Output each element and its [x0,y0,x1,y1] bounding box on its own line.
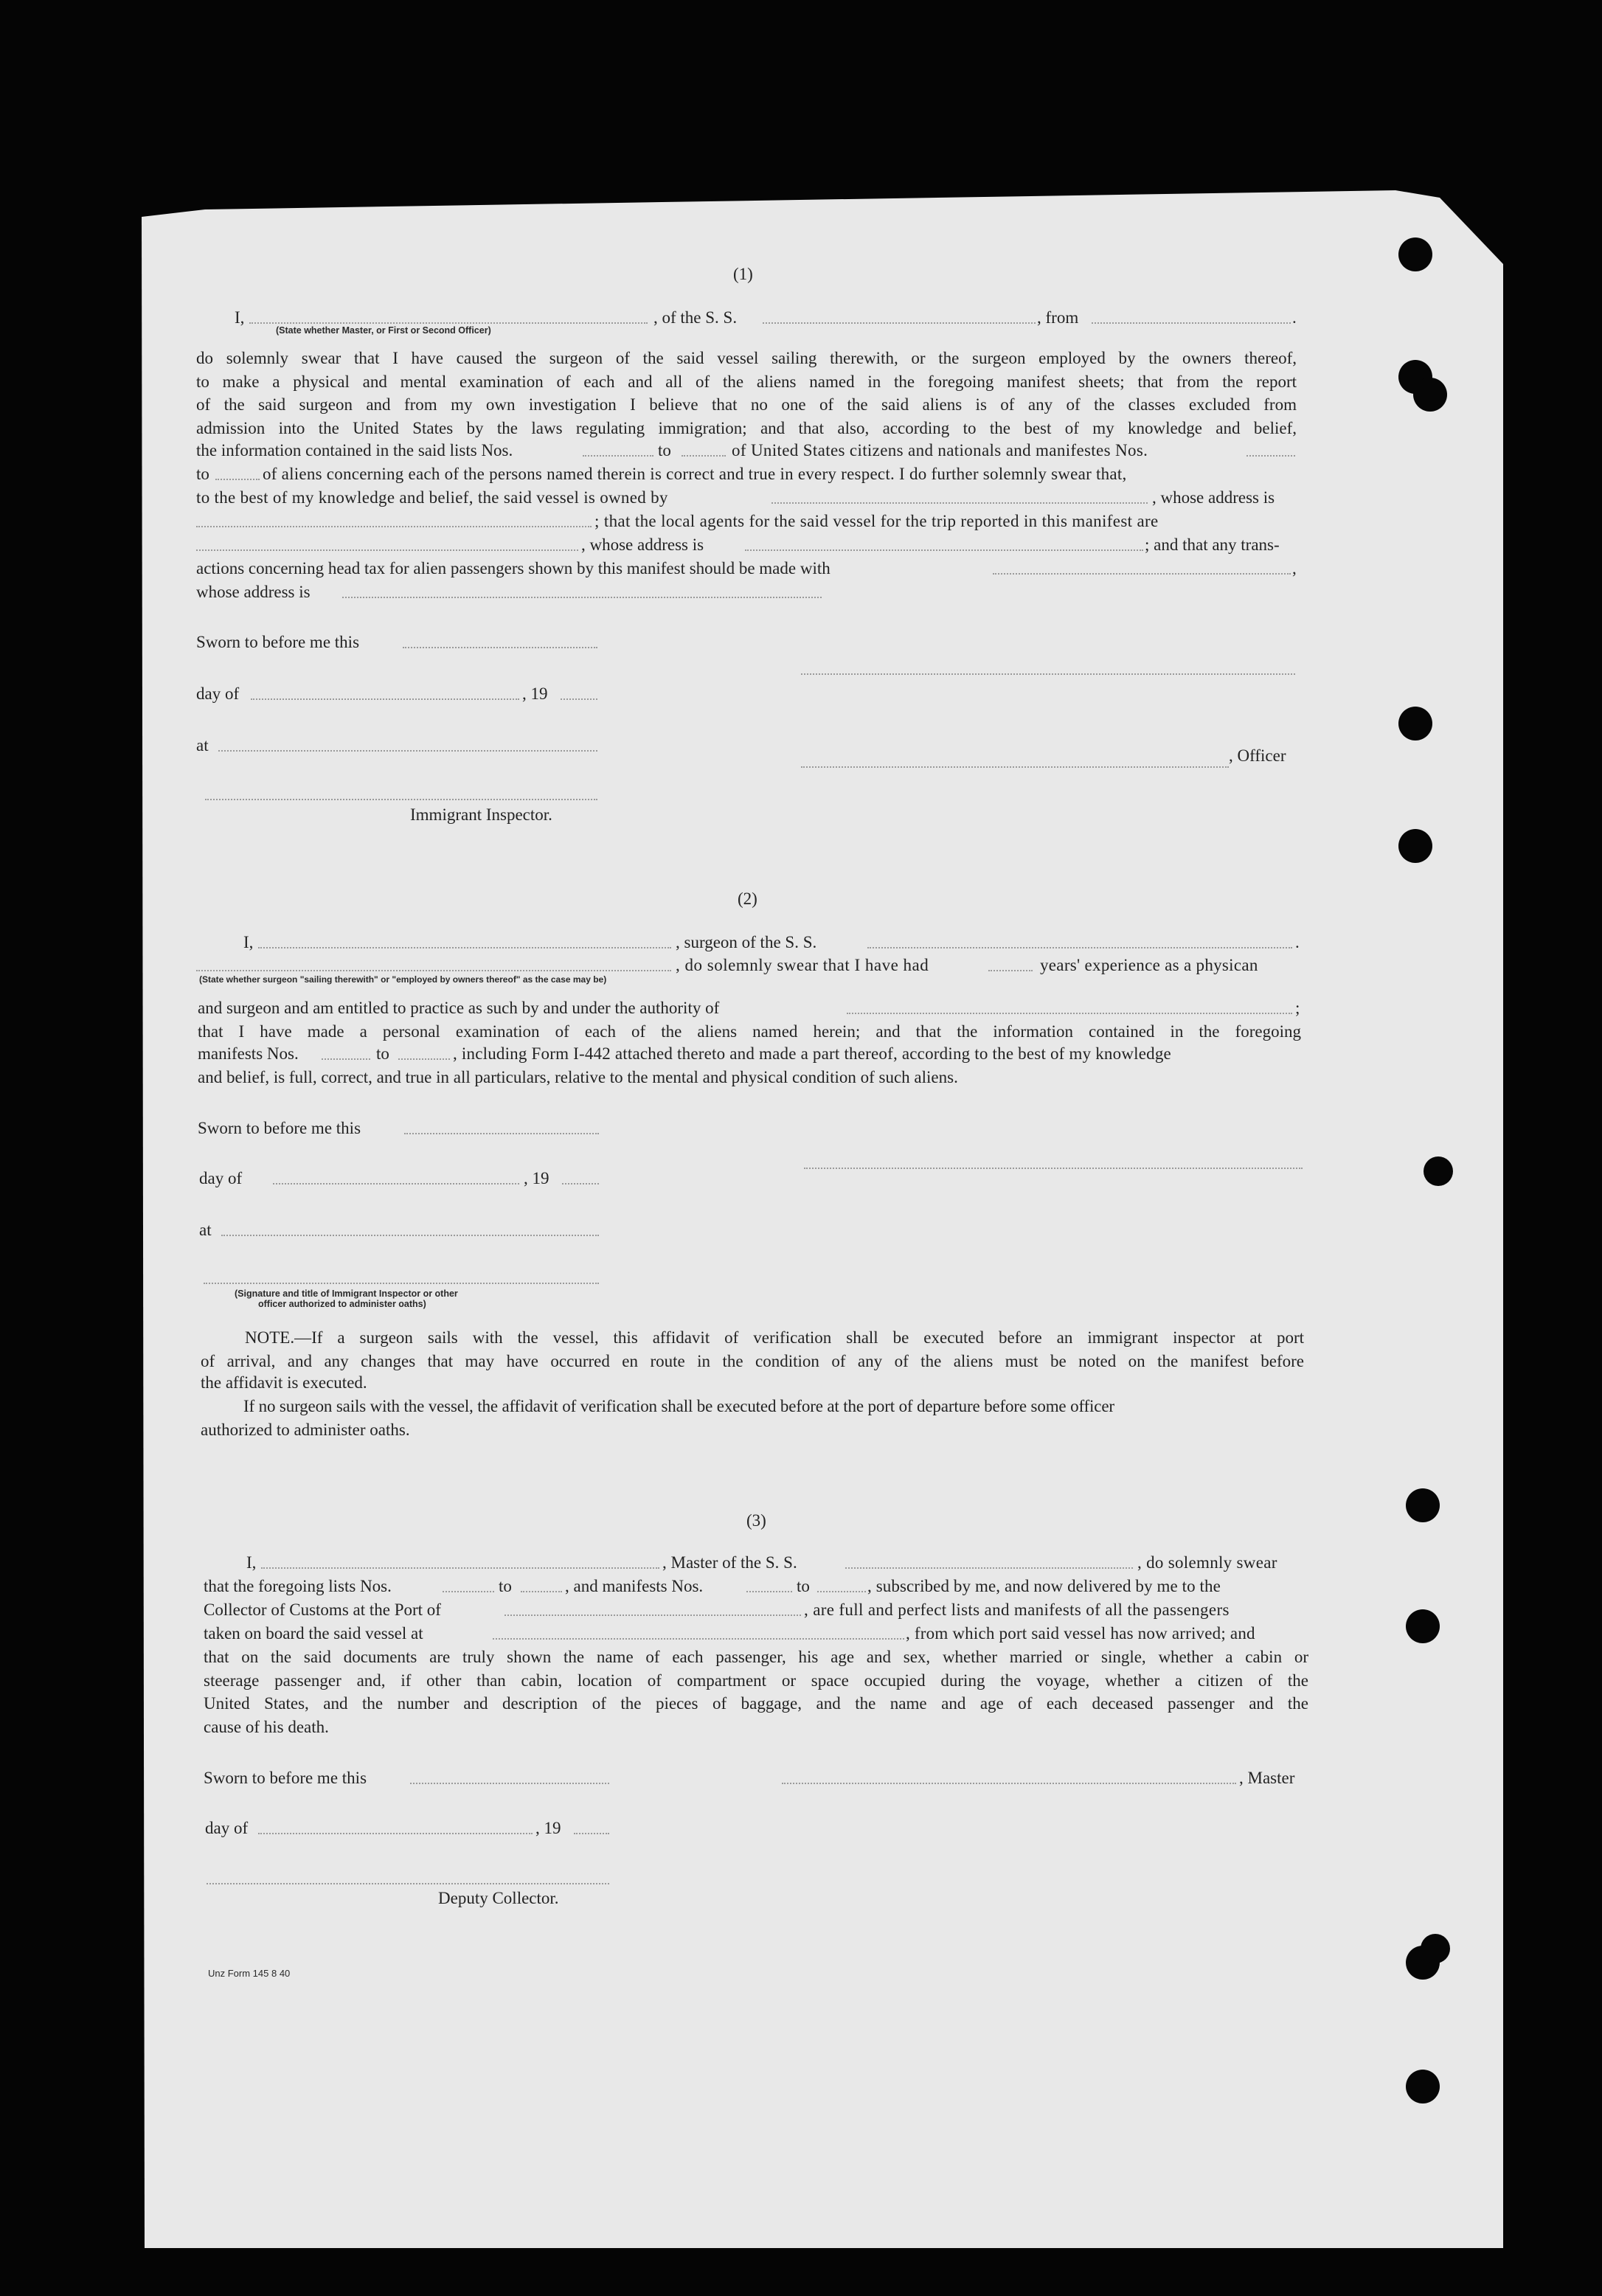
section-1-i: I, [235,308,245,327]
paragraph-line: steerage passenger and, if other than cabin, location of compartment or space occupied during the voyage, whether a citizen of the [204,1671,1308,1690]
note-line-1: NOTE.—If a surgeon sails with the vessel, this affidavit of verification shall be executed before an immigrant inspector at port [245,1328,1304,1347]
blank-line [218,750,597,752]
taken-on-board-text: taken on board the said vessel at [204,1624,423,1643]
years-experience-text: years' experience as a physican [1040,956,1258,974]
note-paragraph [201,1326,1304,1373]
head-tax-text: actions concerning head tax for alien passengers shown by this manifest should be made with [196,559,831,578]
form-i442-text: , including Form I-442 attached thereto and made a part thereof, according to the best of my knowledge [453,1044,1171,1063]
blank-line [205,799,597,800]
blank-line [273,1183,519,1185]
form-number: Unz Form 145 8 40 [208,1968,291,1979]
local-agents-text: ; that the local agents for the said vessel for the trip reported in this manifest are [594,512,1159,530]
sworn-label: Sworn to before me this [196,633,360,651]
note-2-end: authorized to administer oaths. [201,1421,410,1439]
blank-line [342,597,822,598]
from-label: , from [1037,308,1079,327]
punch-hole-3 [1413,378,1447,412]
blank-line [993,573,1291,575]
paragraph-line: of the said surgeon and from my own investigation I believe that no one of the said aliens is of any of the classes excluded from [196,395,1297,414]
paragraph-line: that I have made a personal examination of each of the aliens named herein; and that the information contained in the foregoing [198,1022,1301,1041]
line-end-period: . [1292,308,1297,327]
deputy-collector-label: Deputy Collector. [438,1889,559,1907]
blank-line [988,970,1033,971]
section-2-paragraph [198,1020,1301,1044]
year-19-label: , 19 [524,1169,549,1187]
paragraph-line: that on the said documents are truly shown the name of each passenger, his age and sex, whether married or single, whether a cabin or [204,1648,1308,1666]
note-line-2: of arrival, and any changes that may have occurred en route in the condition of any of the aliens must be noted on the manifest before [201,1351,1304,1370]
surgeon-note: (State whether surgeon "sailing therewith" or "employed by owners thereof" as the case may be) [199,974,607,985]
signature-line [782,1783,1236,1784]
blank-line [1092,322,1291,324]
blank-line [258,1833,533,1834]
at-label: at [199,1221,212,1239]
blank-line [561,698,597,700]
blank-line [215,479,260,480]
paragraph-line: to make a physical and mental examination of each and all of the aliens named in the foregoing manifest sheets; that from the report [196,372,1297,391]
arrived-text: , from which port said vessel has now arrived; and [906,1624,1255,1643]
section-3-number: (3) [746,1511,766,1530]
blank-line [249,322,648,324]
blank-line [403,647,597,648]
signature-line [804,1168,1303,1169]
sworn-label: Sworn to before me this [198,1119,361,1137]
blank-line [771,502,1148,504]
blank-line [521,1591,562,1592]
blank-line [398,1058,450,1060]
section-1-number: (1) [733,265,753,283]
signature-line [207,1883,609,1884]
year-19-label: , 19 [522,684,548,703]
lists-nos-text: that the foregoing lists Nos. [204,1577,392,1595]
punch-hole-1 [1398,237,1432,271]
blank-line [410,1783,609,1784]
to-label: to [658,441,671,459]
immigrant-inspector-label: Immigrant Inspector. [410,805,552,824]
blank-line [404,1133,599,1134]
whose-address-text: , whose address is [1152,488,1275,507]
blank-line [682,455,726,457]
aliens-text: of aliens concerning each of the persons named therein is correct and true in every respect. I do further solemnly swear that, [263,465,1127,483]
solemnly-swear-label: , do solemnly swear [1137,1553,1277,1572]
at-label: at [196,736,209,755]
paragraph-line: admission into the United States by the laws regulating immigration; and that also, according to the best of my knowledge and belief, [196,418,1297,437]
to-label: to [376,1044,389,1063]
section-2-number: (2) [738,889,757,908]
full-perfect-text: , are full and perfect lists and manifests of all the passengers [804,1600,1230,1619]
blank-line [562,1183,599,1185]
sworn-label: Sworn to before me this [204,1769,367,1787]
blank-line [322,1058,370,1060]
manifests-nos-text: manifests Nos. [198,1044,299,1063]
paragraph-line: do solemnly swear that I have caused the surgeon of the said vessel sailing therewith, or the surgeon employed by the owners thereof, [196,349,1297,367]
punch-hole-5 [1398,829,1432,863]
blank-line [251,698,519,700]
signature-line [204,1283,599,1284]
any-trans-text: ; and that any trans- [1145,535,1280,554]
section-3-paragraph [204,1645,1308,1716]
solemnly-swear-text: , do solemnly swear that I have had [676,956,929,974]
collector-text: Collector of Customs at the Port of [204,1600,441,1619]
punch-hole-4 [1398,707,1432,741]
signature-line [801,673,1295,675]
punch-hole-6 [1424,1156,1453,1186]
full-correct-text: and belief, is full, correct, and true in all particulars, relative to the mental and physical condition of such aliens. [198,1068,958,1086]
comma: , [1292,559,1297,578]
section-3-i: I, [246,1553,257,1572]
punch-hole-8 [1406,1609,1440,1643]
whose-address-text: , whose address is [581,535,704,554]
blank-line [1246,455,1295,457]
officer-label: , Officer [1229,746,1286,765]
day-of-label: day of [205,1819,249,1837]
line-end-period: . [1295,933,1300,951]
owned-by-text: to the best of my knowledge and belief, the said vessel is owned by [196,488,668,507]
blank-line [763,322,1036,324]
blank-line [847,1013,1292,1014]
subscribed-text: , subscribed by me, and now delivered by me to the [867,1577,1221,1595]
whose-address-text: whose address is [196,583,311,601]
signature-line [801,766,1229,768]
note-end: the affidavit is executed. [201,1373,367,1392]
blank-line [221,1235,599,1236]
master-label: , Master [1239,1769,1295,1787]
blank-line [745,549,1143,551]
paragraph-line: United States, and the number and description of the pieces of baggage, and the name and age of each deceased passenger and the [204,1694,1308,1713]
surgeon-of-ss-label: , surgeon of the S. S. [676,933,817,951]
to-label: to [499,1577,512,1595]
lists-nos-text: the information contained in the said lists Nos. [196,441,513,459]
authority-text: and surgeon and am entitled to practice as such by and under the authority of [198,999,720,1017]
punch-hole-7 [1406,1488,1440,1522]
cause-of-death-text: cause of his death. [204,1718,329,1736]
blank-line [845,1567,1133,1569]
punch-hole-11 [1406,2070,1440,2103]
blank-line [817,1591,866,1592]
signature-note: (Signature and title of Immigrant Inspector or other [235,1289,458,1299]
manifests-nos-text: , and manifests Nos. [565,1577,704,1595]
year-19-label: , 19 [535,1819,561,1837]
blank-line [443,1591,494,1592]
day-of-label: day of [196,684,240,703]
day-of-label: day of [199,1169,243,1187]
to-label: to [797,1577,810,1595]
manifests-nos-text: of United States citizens and nationals and manifestes Nos. [732,441,1148,459]
blank-line [196,526,592,527]
blank-line [746,1591,792,1592]
punch-hole-10 [1421,1934,1450,1963]
officer-note: (State whether Master, or First or Second Officer) [276,325,491,336]
blank-line [196,970,671,971]
blank-line [196,549,578,551]
master-of-ss-label: , Master of the S. S. [662,1553,797,1572]
blank-line [258,947,671,948]
blank-line [867,947,1292,948]
to-label: to [196,465,209,483]
blank-line [583,455,653,457]
section-1-paragraph [196,347,1297,440]
section-2-i: I, [243,933,254,951]
blank-line [574,1833,609,1834]
signature-note: officer authorized to administer oaths) [258,1299,426,1309]
blank-line [493,1638,904,1640]
of-the-ss-label: , of the S. S. [653,308,738,327]
blank-line [504,1615,801,1616]
semicolon: ; [1295,999,1300,1017]
note-2-line-1: If no surgeon sails with the vessel, the affidavit of verification shall be executed before at the port of departure before some officer [243,1397,1114,1415]
blank-line [261,1567,659,1569]
